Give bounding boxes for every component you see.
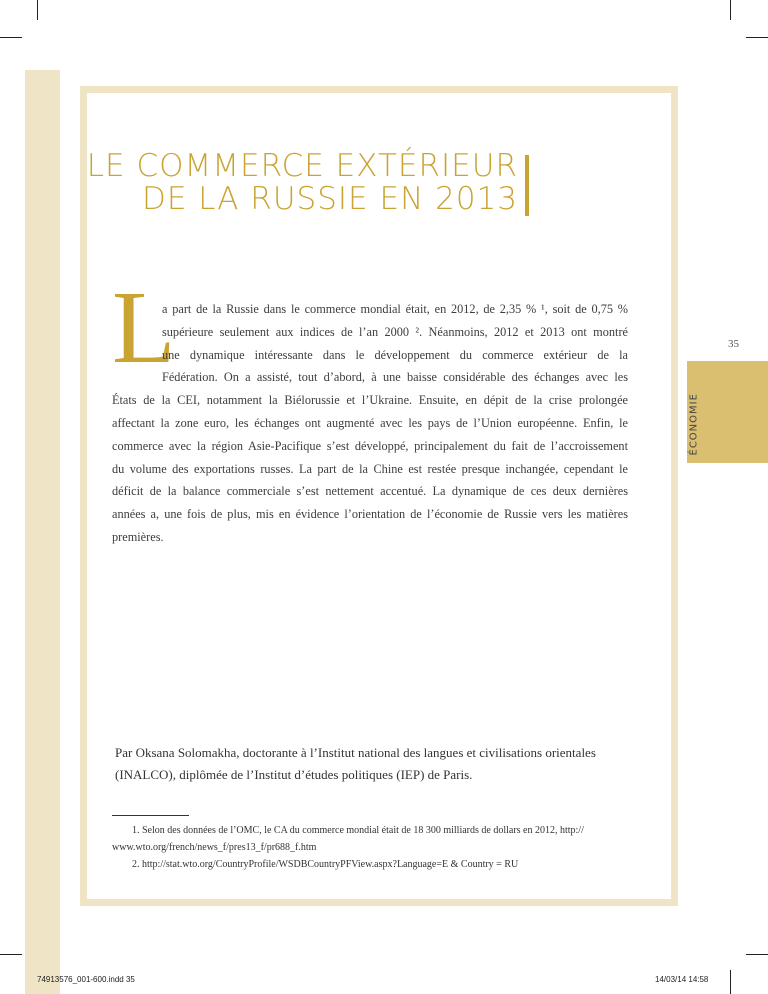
body-line: a part de la Russie dans le commerce mondial était, en 2012, de 2,35 % ¹, soit de 0,75 % — [162, 302, 628, 316]
body-line: affectant la zone euro, les échanges ont augmenté avec les pays de l’Union européenne. Enfin, le — [112, 415, 628, 430]
slug-filename: 74913576_001-600.indd 35 — [37, 975, 135, 984]
crop-mark — [0, 954, 22, 955]
footnotes — [112, 822, 642, 873]
body-line: États de la CEI, notamment la Biélorussie et l’Ukraine. Ensuite, en dépit de la crise prolongée — [112, 393, 628, 408]
body-line: supérieure seulement aux indices de l’an 2000 ². Néanmoins, 2012 et 2013 ont montré — [162, 324, 628, 339]
crop-mark — [730, 0, 731, 20]
body-line: du volume des exportations russes. La part de la Chine est restée presque inchangée, cependant le — [112, 461, 628, 476]
body-paragraph — [112, 298, 628, 549]
body-line: une dynamique intéressante dans le développement du commerce extérieur de la — [162, 347, 628, 362]
crop-mark — [746, 37, 768, 38]
author-line-1: Par Oksana Solomakha, doctorante à l’Institut national des langues et civilisations orientales — [115, 745, 596, 760]
title-accent-bar — [525, 155, 529, 216]
crop-mark — [0, 37, 22, 38]
title-line-1: LE COMMERCE EXTÉRIEUR — [86, 148, 518, 184]
page-number: 35 — [728, 338, 739, 350]
footnote-1-line-1: 1. Selon des données de l’OMC, le CA du commerce mondial était de 18 300 milliards de dollars en 2012, http:// — [132, 825, 584, 836]
article-title — [87, 150, 518, 216]
body-line: années a, une fois de plus, mis en évidence l’orientation de l’économie de Russie vers les matières — [112, 507, 628, 522]
footnote-1-line-2: www.wto.org/french/news_f/pres13_f/pr688_f.htm — [112, 842, 317, 853]
body-line: déficit de la balance commerciale s’est nettement accentué. La dynamique de ces deux dernières — [112, 484, 628, 499]
drop-cap: L — [112, 270, 176, 385]
crop-mark — [730, 970, 731, 994]
slug-datetime: 14/03/14 14:58 — [655, 975, 709, 984]
body-line: premières. — [112, 529, 164, 544]
author-note — [115, 742, 655, 786]
footnote-2: 2. http://stat.wto.org/CountryProfile/WSDBCountryPFView.aspx?Language=E & Country = RU — [132, 859, 519, 870]
author-line-2: (INALCO), diplômée de l’Institut d’études politiques (IEP) de Paris. — [115, 767, 473, 782]
gold-side-band — [25, 70, 60, 994]
body-line: commerce avec la région Asie-Pacifique s’est développé, principalement du fait de l’accroissement — [112, 438, 628, 453]
crop-mark — [37, 0, 38, 20]
body-line: Fédération. On a assisté, tout d’abord, à une baisse considérable des échanges avec les — [162, 370, 628, 385]
section-label: ÉCONOMIE — [688, 393, 700, 456]
crop-mark — [746, 954, 768, 955]
title-line-2: DE LA RUSSIE EN 2013 — [141, 181, 518, 217]
footnote-rule — [112, 815, 189, 816]
